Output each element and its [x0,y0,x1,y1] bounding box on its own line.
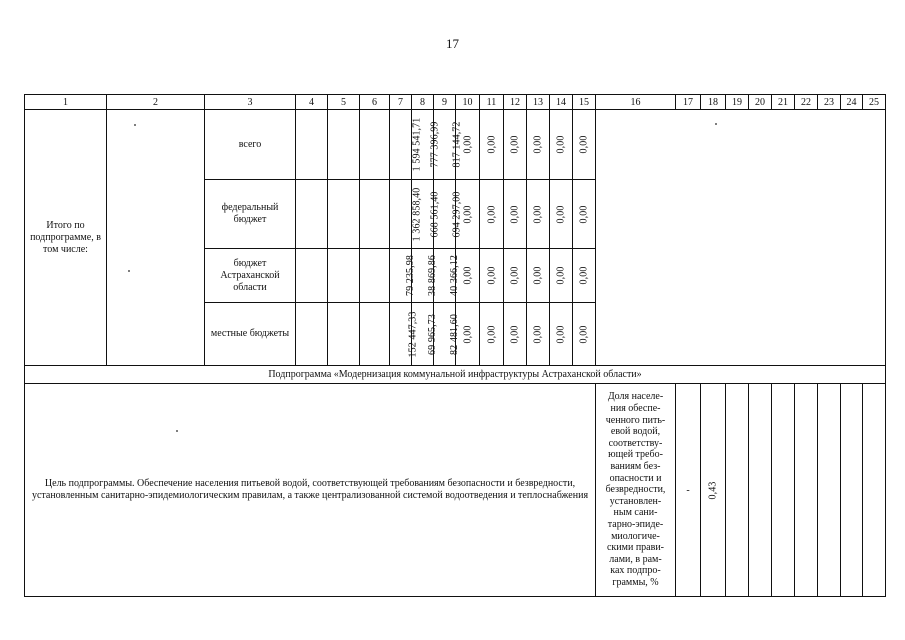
value-text: 0,00 [532,325,544,343]
value-text: 0,00 [555,205,567,223]
value-text: 0,00 [555,266,567,285]
column-header: 16 [596,95,676,110]
value-text: 0,00 [486,205,497,223]
value-text: 0,00 [462,325,473,343]
indicator-line: ния обеспе- [610,403,661,415]
empty-cell [296,180,328,249]
value-text: 38 869,86 [426,255,438,296]
value-text: 0,00 [578,266,590,285]
value-cell [412,180,441,249]
indicator-line: установлен- [609,495,662,507]
empty-cell [360,180,390,249]
summary-label: Итого по подпрограмме, в том числе: [25,110,107,366]
column-number-row [25,95,886,110]
page-number: 17 [446,36,459,51]
value-text: 0,00 [486,325,497,343]
value-text: 0,00 [578,135,590,154]
column-header: 21 [772,95,795,110]
empty-block [596,110,886,366]
value-cell [504,180,527,249]
value-text: 694 297,00 [451,191,463,237]
value-cell [550,180,573,249]
empty-cell [328,180,360,249]
value-cell [456,180,480,249]
empty-cell [107,110,205,366]
value-text: 0,00 [578,205,590,223]
value-text: 0,00 [509,205,521,223]
indicator-line: Доля населе- [607,391,664,403]
indicator-line: скими прави- [606,542,665,554]
value-text: 777 396,99 [429,121,441,168]
indicator-line: ченного пить- [605,414,666,426]
value-text: 0,00 [509,135,521,154]
value-text: 0,00 [578,325,590,343]
value-text: 0,00 [532,266,544,285]
value-cell [456,110,480,180]
column-header: 22 [795,95,818,110]
value-text: 40 366,12 [448,255,460,296]
scan-speck [134,124,136,126]
value-cell [456,303,480,366]
value-cell [390,110,423,180]
base-value-cell: - [676,384,701,597]
empty-cell [772,384,795,597]
indicator-cell [596,384,676,597]
empty-cell [328,249,360,303]
value-cell [434,249,460,303]
subprogram-title: Подпрограмма «Модернизация коммунальной инфраструктуры Астраханской области» [25,366,886,384]
table-row [25,110,886,180]
value-cell [504,110,527,180]
value-text: 1 362 858,40 [411,187,423,241]
scan-speck [128,270,130,272]
indicator-line: ющей требо- [608,449,663,461]
value-cell [480,110,504,180]
column-header: 9 [434,95,456,110]
scan-speck [176,430,178,432]
column-header: 25 [863,95,886,110]
indicator-line: граммы, % [612,576,659,588]
empty-cell [328,110,360,180]
value-text: 0,00 [462,135,473,154]
empty-cell [360,303,390,366]
value-text: 0,00 [509,266,521,285]
goal-row [25,384,886,597]
value-cell [550,110,573,180]
value-cell [573,110,596,180]
value-text: 0,00 [509,325,521,343]
empty-cell [328,303,360,366]
value-cell [573,249,596,303]
column-header: 6 [360,95,390,110]
column-header: 8 [412,95,434,110]
value-cell [456,249,480,303]
value-cell [527,249,550,303]
column-header: 20 [749,95,772,110]
value-cell [701,384,726,597]
funding-source-label: бюджет Астраханской области [205,249,296,303]
column-header: 24 [841,95,863,110]
scan-speck [715,123,717,125]
column-header: 1 [25,95,107,110]
indicator-line: евой водой, [610,426,661,438]
empty-cell [818,384,841,597]
value-cell [550,303,573,366]
value-text: 0,43 [707,481,719,499]
empty-cell [296,110,328,180]
subprogram-row [25,366,886,384]
value-cell [412,249,438,303]
indicator-line: соответству- [608,437,663,449]
empty-cell [726,384,749,597]
funding-source-label: федеральный бюджет [205,180,296,249]
empty-cell [360,249,390,303]
value-cell [434,303,460,366]
indicator-line: лами, в рам- [609,553,662,565]
value-cell [412,303,438,366]
column-header: 3 [205,95,296,110]
value-cell [504,249,527,303]
indicator-line: тарно-эпиде- [607,518,664,530]
value-text: 0,00 [532,135,544,154]
column-header: 5 [328,95,360,110]
indicator-line: ным сани- [613,507,658,519]
subprogram-goal: Цель подпрограммы. Обеспечение населения питьевой водой, соответствующей требованиям безопасности и безвредности, установленным санитарно-эпидемиологическим правилам, а также централизованной системой водоотведения и теплоснабжения [25,384,596,597]
empty-cell [795,384,818,597]
value-text: 79 235,98 [404,255,416,296]
value-text: 0,00 [486,266,497,285]
funding-source-label: местные бюджеты [205,303,296,366]
column-header: 4 [296,95,328,110]
funding-source-label: всего [205,110,296,180]
value-text: 152 447,33 [407,311,419,357]
value-cell [527,110,550,180]
value-text: 69 965,73 [426,313,438,355]
value-cell [480,249,504,303]
value-text: 0,00 [462,266,473,285]
value-cell [527,180,550,249]
value-text: 1 594 541,71 [411,117,423,172]
indicator-line: безвредности, [605,484,666,496]
value-cell [573,303,596,366]
value-text: 82 481,60 [448,313,460,355]
value-text: 817 144,72 [451,121,463,168]
indicator-line: ках подпро- [610,565,661,577]
value-text: 0,00 [486,135,497,154]
value-cell [480,303,504,366]
value-cell [480,180,504,249]
value-cell [412,110,441,180]
value-text: 0,00 [532,205,544,223]
empty-cell [296,303,328,366]
value-cell [390,249,416,303]
value-text: 0,00 [462,205,473,223]
value-cell [434,180,463,249]
value-cell [390,303,419,366]
column-header: 17 [676,95,701,110]
value-cell [504,303,527,366]
column-header: 15 [573,95,596,110]
value-text: 0,00 [555,325,567,343]
column-header: 19 [726,95,749,110]
empty-cell [749,384,772,597]
column-header: 2 [107,95,205,110]
column-header: 11 [480,95,504,110]
indicator-line: опасности и [609,472,662,484]
column-header: 10 [456,95,480,110]
column-header: 23 [818,95,841,110]
column-header: 13 [527,95,550,110]
empty-cell [360,110,390,180]
value-text: 668 561,40 [429,191,441,237]
column-header: 7 [390,95,412,110]
value-cell [527,303,550,366]
value-text: 0,00 [555,135,567,154]
column-header: 18 [701,95,726,110]
empty-cell [841,384,863,597]
value-cell [390,180,423,249]
indicator-line: ваниям без- [610,461,661,473]
indicator-line: миологиче- [611,530,660,542]
column-header: 14 [550,95,573,110]
empty-cell [296,249,328,303]
column-header: 12 [504,95,527,110]
value-cell [550,249,573,303]
value-cell [434,110,463,180]
budget-table [24,94,886,597]
empty-cell [863,384,886,597]
value-cell [573,180,596,249]
